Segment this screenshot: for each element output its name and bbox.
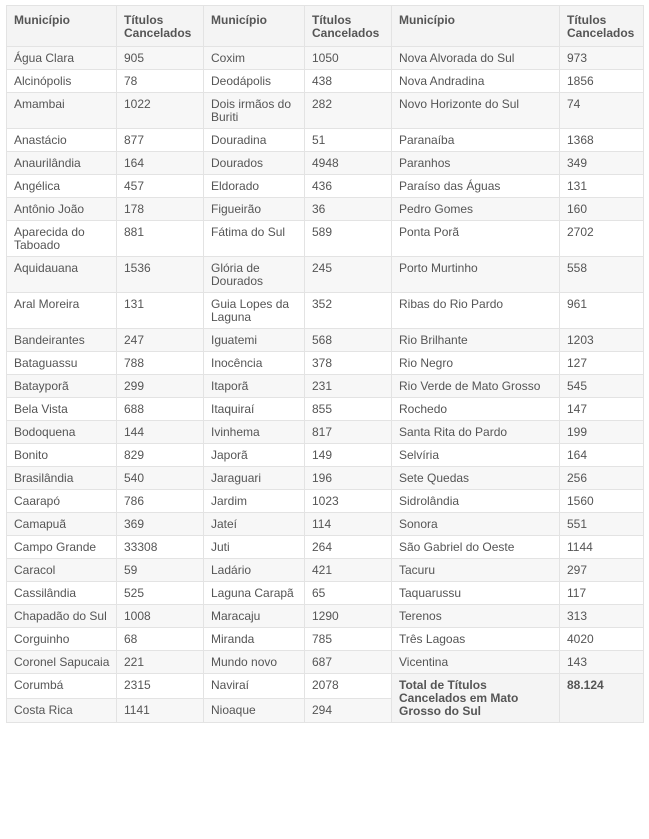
total-value: 88.124 [560,674,644,723]
table-row [7,352,644,375]
table-row [7,398,644,421]
titulos-cell: 264 [305,536,392,559]
municipio-cell: Inocência [204,352,305,375]
titulos-cell: 36 [305,198,392,221]
municipio-cell: Maracaju [204,605,305,628]
titulos-cell: 961 [560,293,644,329]
municipio-cell: Fátima do Sul [204,221,305,257]
table-row [7,129,644,152]
municipio-cell: Coxim [204,47,305,70]
titulos-cell: 164 [560,444,644,467]
titulos-cell: 973 [560,47,644,70]
municipio-cell: São Gabriel do Oeste [392,536,560,559]
total-label: Total de Títulos Cancelados em Mato Grosso do Sul [392,674,560,723]
municipio-cell: Cassilândia [7,582,117,605]
municipio-cell: Taquarussu [392,582,560,605]
municipio-cell: Corumbá [7,674,117,699]
titulos-cell: 1023 [305,490,392,513]
titulos-cell: 457 [117,175,204,198]
titulos-cell: 144 [117,421,204,444]
titulos-cell: 2702 [560,221,644,257]
titulos-cell: 196 [305,467,392,490]
header-municipio-1: Município [7,6,117,47]
municipio-cell: Naviraí [204,674,305,699]
municipio-cell: Nioaque [204,698,305,723]
header-municipio-3: Município [392,6,560,47]
municipio-cell: Itaporã [204,375,305,398]
titulos-cell: 1008 [117,605,204,628]
municipio-cell: Laguna Carapã [204,582,305,605]
municipio-cell: Coronel Sapucaia [7,651,117,674]
titulos-cell: 568 [305,329,392,352]
titulos-cell: 131 [117,293,204,329]
titulos-cell: 313 [560,605,644,628]
municipio-cell: Ponta Porã [392,221,560,257]
municipio-cell: Amambai [7,93,117,129]
municipio-cell: Rio Negro [392,352,560,375]
table-row [7,490,644,513]
titulos-cell: 131 [560,175,644,198]
municipio-cell: Bonito [7,444,117,467]
titulos-cell: 1050 [305,47,392,70]
table-row [7,257,644,293]
titulos-cell: 282 [305,93,392,129]
titulos-cell: 540 [117,467,204,490]
titulos-cell: 785 [305,628,392,651]
municipio-cell: Sete Quedas [392,467,560,490]
municipio-cell: Rochedo [392,398,560,421]
municipio-cell: Brasilândia [7,467,117,490]
municipio-cell: Miranda [204,628,305,651]
titulos-cell: 4020 [560,628,644,651]
municipio-cell: Bela Vista [7,398,117,421]
table-row [7,674,644,699]
titulos-cell: 817 [305,421,392,444]
titulos-cell: 65 [305,582,392,605]
titulos-cell: 421 [305,559,392,582]
titulos-cell: 117 [560,582,644,605]
titulos-cell: 881 [117,221,204,257]
table-row [7,93,644,129]
municipio-cell: Dois irmãos do Buriti [204,93,305,129]
municipio-cell: Aquidauana [7,257,117,293]
titulos-cell: 294 [305,698,392,723]
titulos-cell: 231 [305,375,392,398]
titulos-cell: 688 [117,398,204,421]
titulos-cell: 127 [560,352,644,375]
municipio-cell: Porto Murtinho [392,257,560,293]
header-titulos-3: Títulos Cancelados [560,6,644,47]
table-row [7,70,644,93]
titulos-cell: 551 [560,513,644,536]
municipio-cell: Novo Horizonte do Sul [392,93,560,129]
titulos-cell: 558 [560,257,644,293]
table-row [7,198,644,221]
municipio-cell: Chapadão do Sul [7,605,117,628]
municipio-cell: Rio Verde de Mato Grosso [392,375,560,398]
titulos-cell: 352 [305,293,392,329]
municipio-cell: Nova Andradina [392,70,560,93]
header-titulos-1: Títulos Cancelados [117,6,204,47]
municipio-cell: Paranaíba [392,129,560,152]
titulos-cell: 349 [560,152,644,175]
titulos-cell: 1536 [117,257,204,293]
municipio-cell: Pedro Gomes [392,198,560,221]
municipio-cell: Japorã [204,444,305,467]
municipio-cell: Juti [204,536,305,559]
titulos-cell: 178 [117,198,204,221]
table-row [7,513,644,536]
municipio-cell: Caracol [7,559,117,582]
municipio-cell: Rio Brilhante [392,329,560,352]
municipio-cell: Paranhos [392,152,560,175]
titulos-cell: 525 [117,582,204,605]
titulos-cell: 1368 [560,129,644,152]
municipio-cell: Aral Moreira [7,293,117,329]
municipio-cell: Douradina [204,129,305,152]
municipio-cell: Santa Rita do Pardo [392,421,560,444]
municipio-cell: Anastácio [7,129,117,152]
titulos-cell: 297 [560,559,644,582]
header-row [7,6,644,47]
table-body [7,47,644,723]
titulos-cell: 1203 [560,329,644,352]
titulos-cell: 877 [117,129,204,152]
municipio-cell: Angélica [7,175,117,198]
table-row [7,175,644,198]
municipio-cell: Jardim [204,490,305,513]
header-titulos-2: Títulos Cancelados [305,6,392,47]
municipio-cell: Iguatemi [204,329,305,352]
municipio-cell: Glória de Dourados [204,257,305,293]
municipio-cell: Nova Alvorada do Sul [392,47,560,70]
municipio-cell: Costa Rica [7,698,117,723]
table-row [7,467,644,490]
titulos-cell: 143 [560,651,644,674]
header-municipio-2: Município [204,6,305,47]
table-row [7,536,644,559]
municipio-cell: Selvíria [392,444,560,467]
titulos-cell: 1560 [560,490,644,513]
titulos-cell: 221 [117,651,204,674]
cancelled-titles-table [6,5,644,723]
table-row [7,329,644,352]
municipio-cell: Figueirão [204,198,305,221]
titulos-cell: 59 [117,559,204,582]
titulos-cell: 786 [117,490,204,513]
titulos-cell: 149 [305,444,392,467]
municipio-cell: Antônio João [7,198,117,221]
municipio-cell: Deodápolis [204,70,305,93]
titulos-cell: 299 [117,375,204,398]
titulos-cell: 687 [305,651,392,674]
titulos-cell: 245 [305,257,392,293]
titulos-cell: 378 [305,352,392,375]
table-row [7,444,644,467]
titulos-cell: 855 [305,398,392,421]
titulos-cell: 2315 [117,674,204,699]
titulos-cell: 1141 [117,698,204,723]
table-row [7,421,644,444]
municipio-cell: Guia Lopes da Laguna [204,293,305,329]
municipio-cell: Ribas do Rio Pardo [392,293,560,329]
municipio-cell: Bodoquena [7,421,117,444]
municipio-cell: Caarapó [7,490,117,513]
municipio-cell: Bataguassu [7,352,117,375]
table-row [7,293,644,329]
table-row [7,559,644,582]
municipio-cell: Sidrolândia [392,490,560,513]
titulos-cell: 68 [117,628,204,651]
titulos-cell: 1290 [305,605,392,628]
table-row [7,628,644,651]
table-row [7,221,644,257]
titulos-cell: 247 [117,329,204,352]
municipio-cell: Itaquiraí [204,398,305,421]
titulos-cell: 147 [560,398,644,421]
titulos-cell: 74 [560,93,644,129]
municipio-cell: Tacuru [392,559,560,582]
titulos-cell: 2078 [305,674,392,699]
municipio-cell: Aparecida do Taboado [7,221,117,257]
titulos-cell: 1022 [117,93,204,129]
titulos-cell: 369 [117,513,204,536]
municipio-cell: Campo Grande [7,536,117,559]
municipio-cell: Dourados [204,152,305,175]
titulos-cell: 114 [305,513,392,536]
municipio-cell: Vicentina [392,651,560,674]
table-header [7,6,644,47]
titulos-cell: 545 [560,375,644,398]
municipio-cell: Anaurilândia [7,152,117,175]
titulos-cell: 438 [305,70,392,93]
titulos-cell: 256 [560,467,644,490]
municipio-cell: Sonora [392,513,560,536]
table-row [7,152,644,175]
table-row [7,582,644,605]
titulos-cell: 1144 [560,536,644,559]
titulos-cell: 829 [117,444,204,467]
titulos-cell: 1856 [560,70,644,93]
titulos-cell: 160 [560,198,644,221]
table-row [7,47,644,70]
municipio-cell: Ivinhema [204,421,305,444]
municipio-cell: Terenos [392,605,560,628]
municipio-cell: Água Clara [7,47,117,70]
titulos-cell: 436 [305,175,392,198]
municipio-cell: Bandeirantes [7,329,117,352]
municipio-cell: Mundo novo [204,651,305,674]
titulos-cell: 4948 [305,152,392,175]
titulos-cell: 199 [560,421,644,444]
table-row [7,375,644,398]
titulos-cell: 788 [117,352,204,375]
municipio-cell: Paraíso das Águas [392,175,560,198]
titulos-cell: 164 [117,152,204,175]
table-row [7,605,644,628]
titulos-cell: 51 [305,129,392,152]
titulos-cell: 905 [117,47,204,70]
municipio-cell: Jaraguari [204,467,305,490]
titulos-cell: 33308 [117,536,204,559]
table-row [7,651,644,674]
municipio-cell: Camapuã [7,513,117,536]
municipio-cell: Três Lagoas [392,628,560,651]
titulos-cell: 78 [117,70,204,93]
municipio-cell: Ladário [204,559,305,582]
municipio-cell: Batayporã [7,375,117,398]
municipio-cell: Eldorado [204,175,305,198]
municipio-cell: Alcinópolis [7,70,117,93]
municipio-cell: Corguinho [7,628,117,651]
municipio-cell: Jateí [204,513,305,536]
titulos-cell: 589 [305,221,392,257]
